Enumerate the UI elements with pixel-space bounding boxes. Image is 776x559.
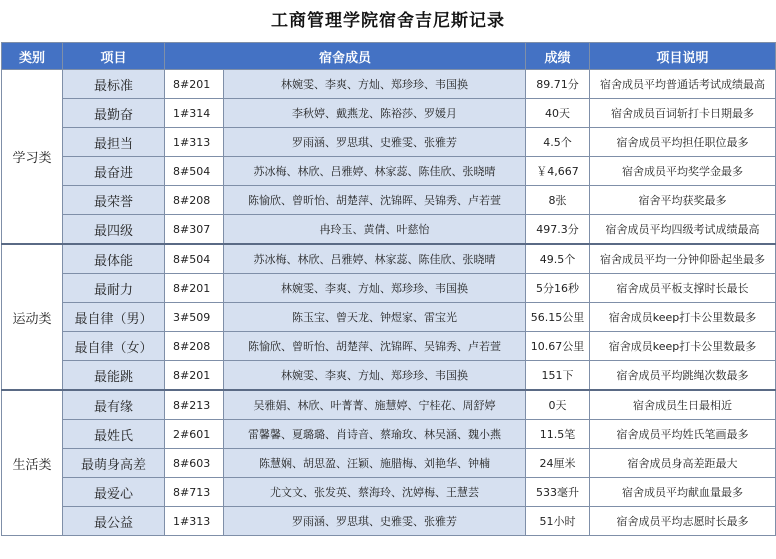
room-cell: 8#307 xyxy=(165,215,224,245)
members-cell: 罗雨涵、罗思琪、史雅雯、张雅芳 xyxy=(224,128,526,157)
category-cell: 生活类 xyxy=(2,390,63,536)
table-row xyxy=(2,361,776,391)
description-cell: 宿舍成员生日最相近 xyxy=(590,390,776,420)
score-cell: 497.3分 xyxy=(526,215,590,245)
item-cell: 最担当 xyxy=(63,128,165,157)
item-cell: 最萌身高差 xyxy=(63,449,165,478)
description-cell: 宿舍成员平均跳绳次数最多 xyxy=(590,361,776,391)
item-cell: 最自律（男） xyxy=(63,303,165,332)
score-cell: 11.5笔 xyxy=(526,420,590,449)
header-description: 项目说明 xyxy=(590,43,776,70)
table-row xyxy=(2,215,776,245)
item-cell: 最姓氏 xyxy=(63,420,165,449)
members-cell: 冉玲玉、黄倩、叶慈怡 xyxy=(224,215,526,245)
item-cell: 最体能 xyxy=(63,244,165,274)
members-cell: 陈愉欣、曾昕怡、胡楚萍、沈锦晖、吴锦秀、卢若萱 xyxy=(224,332,526,361)
room-cell: 1#313 xyxy=(165,128,224,157)
item-cell: 最公益 xyxy=(63,507,165,536)
room-cell: 8#201 xyxy=(165,361,224,391)
room-cell: 8#504 xyxy=(165,244,224,274)
table-row xyxy=(2,449,776,478)
score-cell: 51小时 xyxy=(526,507,590,536)
table-row xyxy=(2,70,776,99)
room-cell: 8#603 xyxy=(165,449,224,478)
table-row xyxy=(2,332,776,361)
description-cell: 宿舍成员平均奖学金最多 xyxy=(590,157,776,186)
table-row xyxy=(2,478,776,507)
score-cell: 0天 xyxy=(526,390,590,420)
members-cell: 陈玉宝、曾天龙、钟煜家、雷宝光 xyxy=(224,303,526,332)
table-row xyxy=(2,99,776,128)
members-cell: 吴雅娟、林欣、叶菁菁、施慧婷、宁桂花、周舒婷 xyxy=(224,390,526,420)
description-cell: 宿舍成员平均担任职位最多 xyxy=(590,128,776,157)
room-cell: 8#208 xyxy=(165,332,224,361)
item-cell: 最勤奋 xyxy=(63,99,165,128)
item-cell: 最奋进 xyxy=(63,157,165,186)
item-cell: 最爱心 xyxy=(63,478,165,507)
table-body xyxy=(2,70,776,536)
item-cell: 最自律（女） xyxy=(63,332,165,361)
item-cell: 最标准 xyxy=(63,70,165,99)
table-row xyxy=(2,420,776,449)
score-cell: 533毫升 xyxy=(526,478,590,507)
table-row xyxy=(2,157,776,186)
room-cell: 1#313 xyxy=(165,507,224,536)
members-cell: 苏冰梅、林欣、吕雅婷、林家蕊、陈佳欣、张晓晴 xyxy=(224,157,526,186)
description-cell: 宿舍成员百词斩打卡日期最多 xyxy=(590,99,776,128)
room-cell: 8#201 xyxy=(165,70,224,99)
description-cell: 宿舍成员平均姓氏笔画最多 xyxy=(590,420,776,449)
header-members: 宿舍成员 xyxy=(165,43,526,70)
item-cell: 最耐力 xyxy=(63,274,165,303)
category-cell: 学习类 xyxy=(2,70,63,245)
score-cell: 89.71分 xyxy=(526,70,590,99)
description-cell: 宿舍成员平均志愿时长最多 xyxy=(590,507,776,536)
members-cell: 苏冰梅、林欣、吕雅婷、林家蕊、陈佳欣、张晓晴 xyxy=(224,244,526,274)
description-cell: 宿舍平均获奖最多 xyxy=(590,186,776,215)
category-cell: 运动类 xyxy=(2,244,63,390)
room-cell: 8#208 xyxy=(165,186,224,215)
members-cell: 罗雨涵、罗思琪、史雅雯、张雅芳 xyxy=(224,507,526,536)
description-cell: 宿舍成员keep打卡公里数最多 xyxy=(590,332,776,361)
item-cell: 最有缘 xyxy=(63,390,165,420)
score-cell: 56.15公里 xyxy=(526,303,590,332)
description-cell: 宿舍成员keep打卡公里数最多 xyxy=(590,303,776,332)
table-row xyxy=(2,390,776,420)
description-cell: 宿舍成员平均普通话考试成绩最高 xyxy=(590,70,776,99)
room-cell: 8#213 xyxy=(165,390,224,420)
description-cell: 宿舍成员身高差距最大 xyxy=(590,449,776,478)
table-row xyxy=(2,128,776,157)
table-row xyxy=(2,507,776,536)
table-row xyxy=(2,303,776,332)
header-item: 项目 xyxy=(63,43,165,70)
score-cell: 151下 xyxy=(526,361,590,391)
score-cell: 8张 xyxy=(526,186,590,215)
room-cell: 3#509 xyxy=(165,303,224,332)
description-cell: 宿舍成员平均四级考试成绩最高 xyxy=(590,215,776,245)
room-cell: 8#201 xyxy=(165,274,224,303)
score-cell: 40天 xyxy=(526,99,590,128)
room-cell: 2#601 xyxy=(165,420,224,449)
score-cell: ￥4,667 xyxy=(526,157,590,186)
header-score: 成绩 xyxy=(526,43,590,70)
records-table xyxy=(1,42,776,536)
header-row xyxy=(2,43,776,70)
room-cell: 8#504 xyxy=(165,157,224,186)
description-cell: 宿舍成员平均一分钟仰卧起坐最多 xyxy=(590,244,776,274)
members-cell: 尤文文、张发英、蔡海玲、沈婷梅、王慧芸 xyxy=(224,478,526,507)
members-cell: 陈愉欣、曾昕怡、胡楚萍、沈锦晖、吴锦秀、卢若萱 xyxy=(224,186,526,215)
table-row xyxy=(2,274,776,303)
score-cell: 49.5个 xyxy=(526,244,590,274)
members-cell: 陈慧娴、胡思盈、汪颖、施腊梅、刘艳华、钟楠 xyxy=(224,449,526,478)
score-cell: 4.5个 xyxy=(526,128,590,157)
item-cell: 最四级 xyxy=(63,215,165,245)
score-cell: 5分16秒 xyxy=(526,274,590,303)
score-cell: 10.67公里 xyxy=(526,332,590,361)
members-cell: 林婉雯、李爽、方灿、郑珍珍、韦国换 xyxy=(224,70,526,99)
description-cell: 宿舍成员平均献血量最多 xyxy=(590,478,776,507)
score-cell: 24厘米 xyxy=(526,449,590,478)
item-cell: 最能跳 xyxy=(63,361,165,391)
description-cell: 宿舍成员平板支撑时长最长 xyxy=(590,274,776,303)
item-cell: 最荣誉 xyxy=(63,186,165,215)
members-cell: 林婉雯、李爽、方灿、郑珍珍、韦国换 xyxy=(224,274,526,303)
header-category: 类别 xyxy=(2,43,63,70)
members-cell: 李秋婷、戴燕龙、陈裕莎、罗媛月 xyxy=(224,99,526,128)
members-cell: 雷馨馨、夏璐璐、肖诗音、蔡瑜玫、林吴涵、魏小燕 xyxy=(224,420,526,449)
room-cell: 1#314 xyxy=(165,99,224,128)
members-cell: 林婉雯、李爽、方灿、郑珍珍、韦国换 xyxy=(224,361,526,391)
room-cell: 8#713 xyxy=(165,478,224,507)
page-title: 工商管理学院宿舍吉尼斯记录 xyxy=(271,11,505,31)
table-row xyxy=(2,244,776,274)
table-row xyxy=(2,186,776,215)
